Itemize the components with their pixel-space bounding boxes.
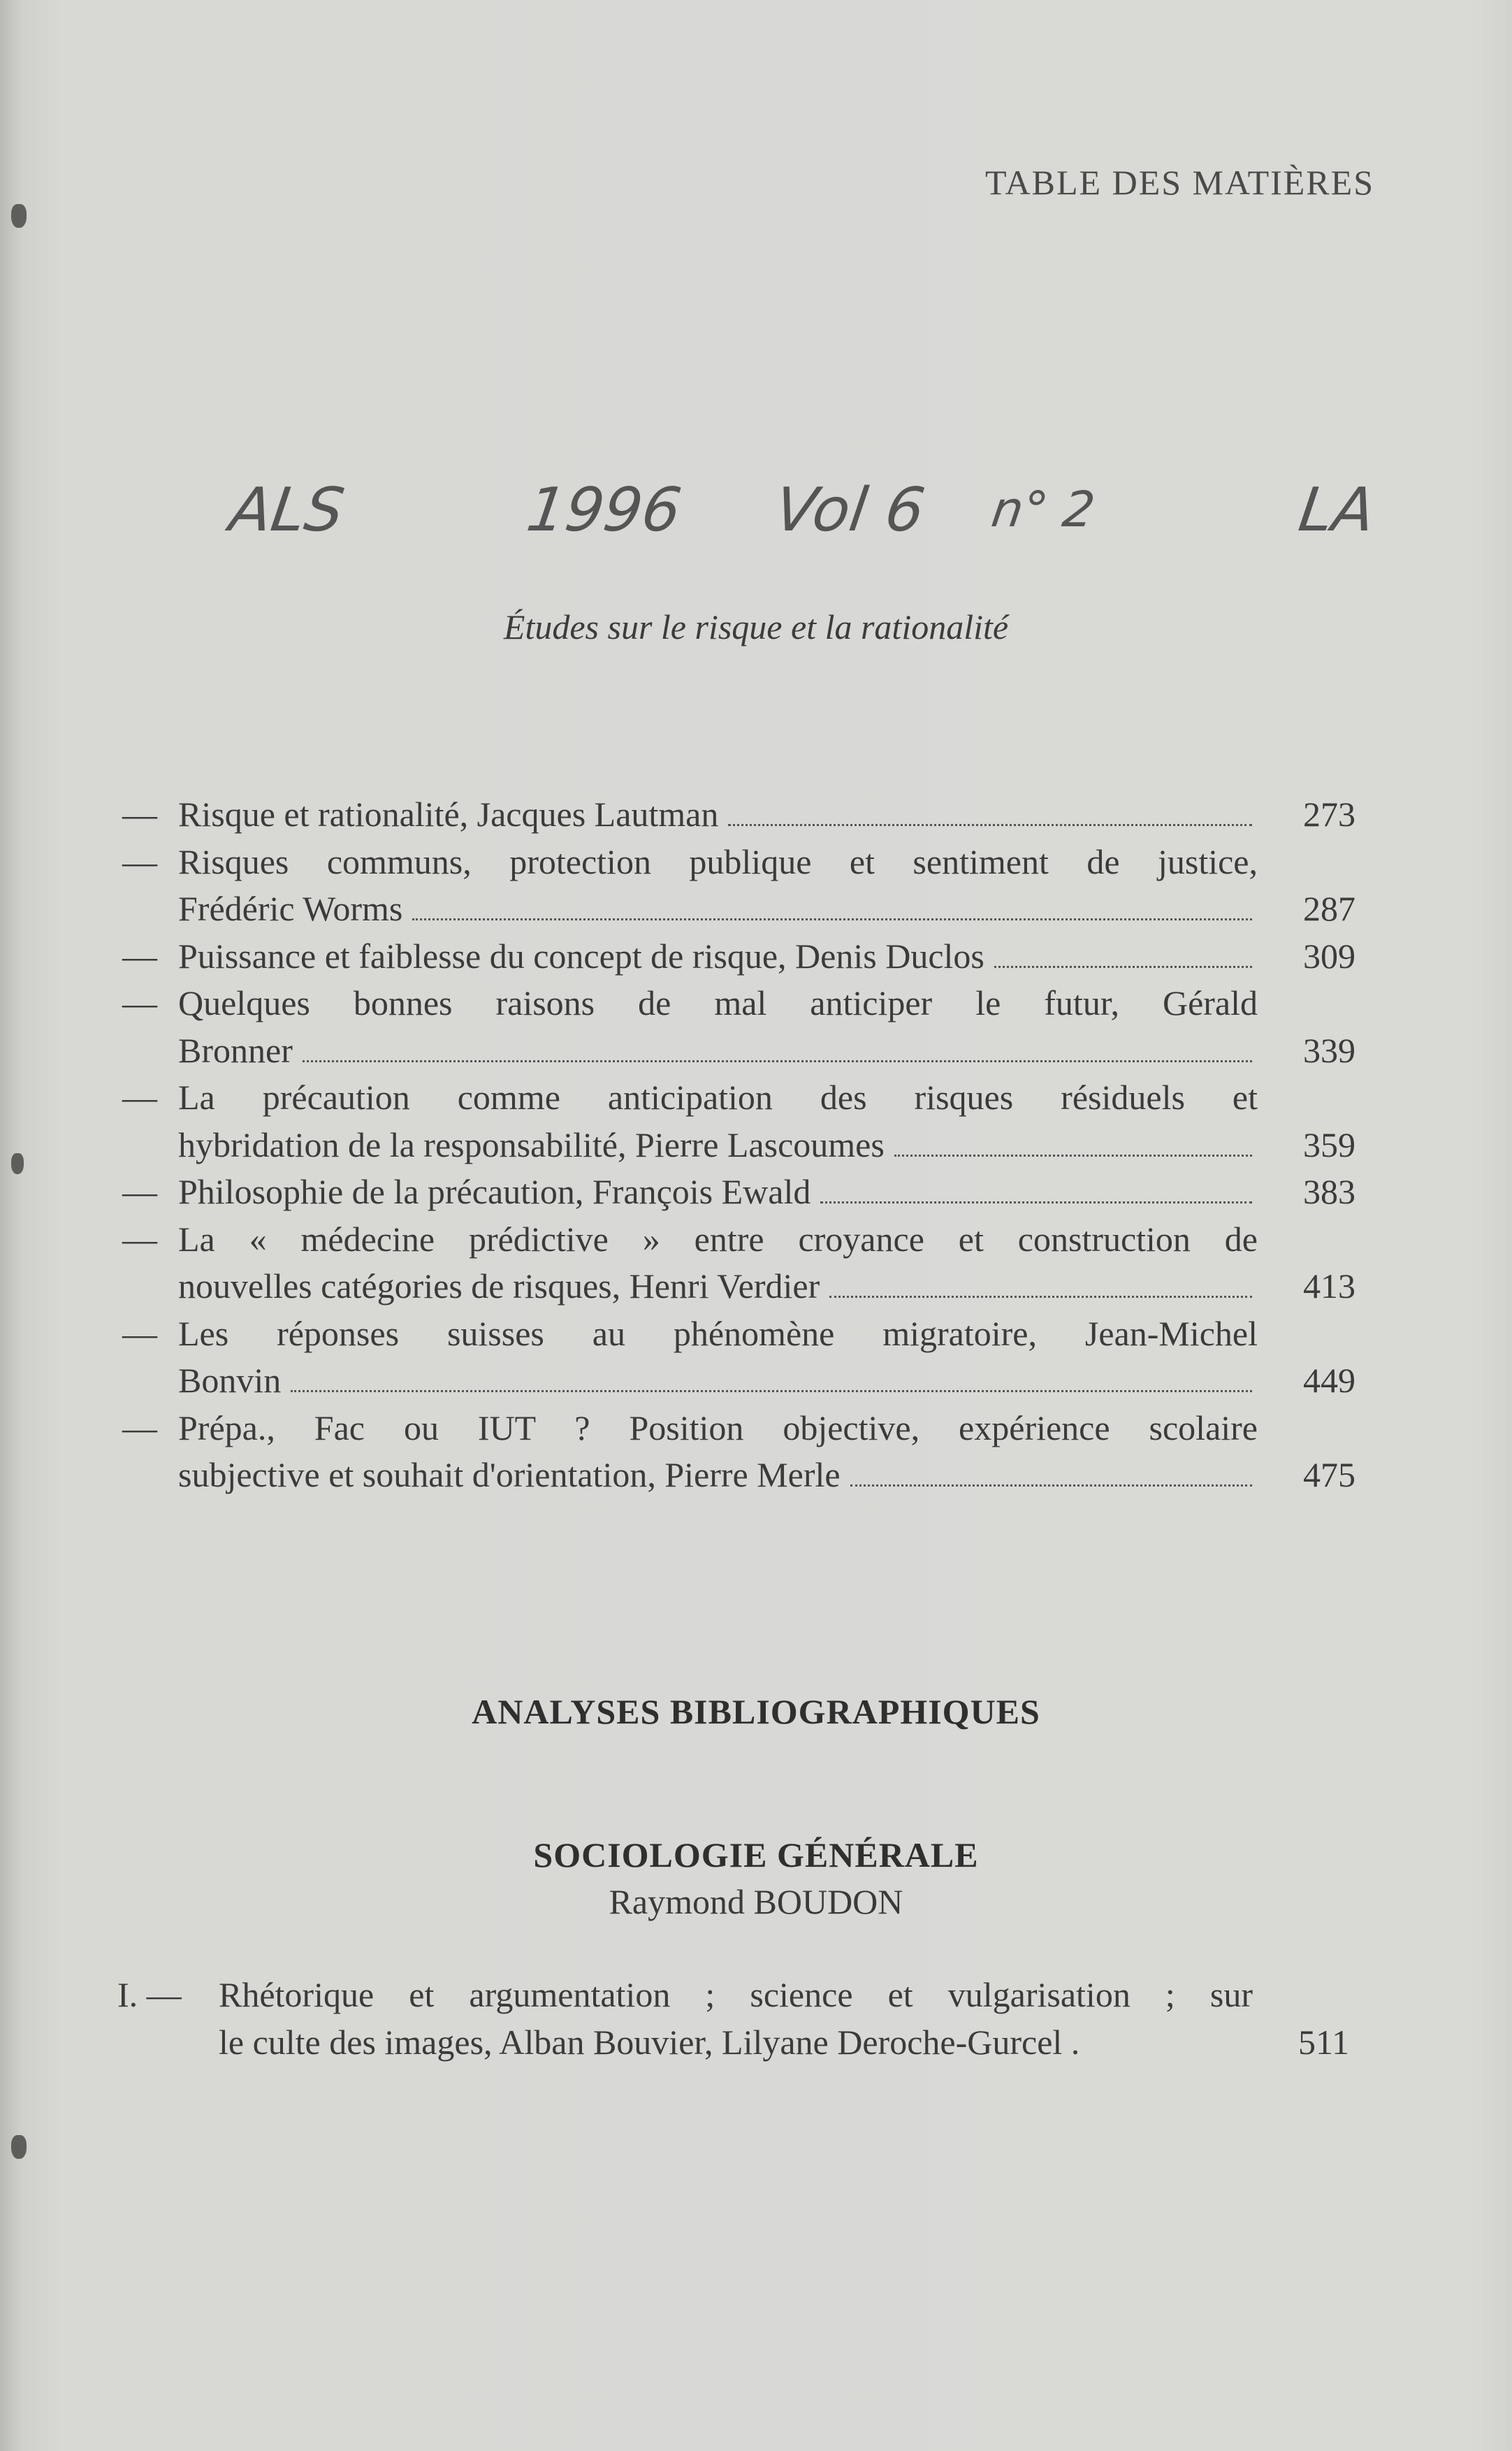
toc-entry bbox=[122, 1074, 1373, 1169]
toc-entry bbox=[122, 1405, 1373, 1499]
dot-leader bbox=[291, 1390, 1252, 1392]
toc-entry bbox=[122, 791, 1373, 839]
toc-entry-dash: — bbox=[122, 1219, 157, 1259]
toc-entry-final-line bbox=[178, 1027, 1258, 1075]
toc-page-number: 475 bbox=[1303, 1455, 1355, 1494]
toc-entry bbox=[122, 1310, 1373, 1405]
sociologie-heading: SOCIOLOGIE GÉNÉRALE bbox=[533, 1835, 979, 1874]
toc-entry-final-line bbox=[178, 791, 1258, 839]
toc-page-number: 383 bbox=[1303, 1172, 1355, 1211]
toc-page-number: 339 bbox=[1303, 1030, 1355, 1070]
handwritten-annotation: 1996 bbox=[522, 475, 685, 545]
toc-entry bbox=[122, 980, 1373, 1074]
toc-entry-dash: — bbox=[122, 1313, 157, 1353]
toc-entry-lead: La « médecine prédictive » entre croyance et construction de bbox=[178, 1219, 1258, 1259]
toc-entry-lead: Risques communs, protection publique et sentiment de justice, bbox=[178, 841, 1258, 881]
toc-page-number: 449 bbox=[1303, 1361, 1355, 1400]
toc-entry-final-line bbox=[178, 1169, 1258, 1216]
dot-leader bbox=[728, 824, 1252, 826]
toc-page-number: 309 bbox=[1303, 936, 1355, 976]
biblio-entry-number: I. — bbox=[117, 1975, 182, 2014]
toc-entry-lead: Les réponses suisses au phénomène migratoire, Jean-Michel bbox=[178, 1313, 1258, 1353]
dot-leader bbox=[412, 918, 1252, 920]
bibliography-list bbox=[117, 1971, 1368, 2066]
dot-leader bbox=[894, 1155, 1252, 1157]
toc-page-number: 287 bbox=[1303, 889, 1355, 928]
handwritten-annotations bbox=[225, 475, 1404, 552]
toc-entry-final-line bbox=[178, 885, 1258, 933]
toc-entry bbox=[122, 933, 1373, 981]
toc-page-number: 413 bbox=[1303, 1266, 1355, 1306]
toc-entry-dash: — bbox=[122, 983, 157, 1022]
toc-entry-lead: Prépa., Fac ou IUT ? Position objective, expérience scolaire bbox=[178, 1408, 1258, 1447]
handwritten-annotation: n° 2 bbox=[988, 481, 1098, 538]
toc-entry-dash: — bbox=[122, 841, 157, 881]
toc-entry-title: subjective et souhait d'orientation, Pierre Merle bbox=[178, 1455, 841, 1494]
dot-leader bbox=[303, 1060, 1252, 1062]
spine-blot-mark bbox=[11, 2135, 27, 2159]
toc-entry-final-line bbox=[178, 1452, 1258, 1499]
toc-entry-title: Risque et rationalité, Jacques Lautman bbox=[178, 795, 719, 834]
toc-entry-title: hybridation de la responsabilité, Pierre Lascoumes bbox=[178, 1125, 885, 1164]
toc-entry-lead: La précaution comme anticipation des risques résiduels et bbox=[178, 1078, 1258, 1117]
toc-entry-dash: — bbox=[122, 1078, 157, 1117]
biblio-entry-lead: Rhétorique et argumentation ; science et vulgarisation ; sur bbox=[219, 1975, 1253, 2014]
biblio-entry-title: le culte des images, Alban Bouvier, Lilyane Deroche-Gurcel . bbox=[219, 2023, 1080, 2062]
spine-blot-mark bbox=[11, 204, 27, 228]
biblio-entry-body bbox=[117, 1971, 1368, 2066]
handwritten-annotation: Vol 6 bbox=[770, 475, 929, 545]
toc-entry-final-line bbox=[178, 1357, 1258, 1405]
section-title: Études sur le risque et la rationalité bbox=[503, 607, 1009, 646]
dot-leader bbox=[994, 966, 1252, 968]
handwritten-annotation: ALS bbox=[225, 475, 349, 545]
spine-blot-mark bbox=[11, 1153, 24, 1174]
toc-entry-title: Bonvin bbox=[178, 1361, 282, 1400]
biblio-entry bbox=[117, 1971, 1368, 2066]
toc-entry-final-line bbox=[178, 933, 1258, 981]
toc-entry bbox=[122, 1169, 1373, 1216]
toc-entry-title: Bronner bbox=[178, 1030, 293, 1070]
toc-entry-final-line bbox=[178, 1122, 1258, 1169]
toc-entry-title: Puissance et faiblesse du concept de risque, Denis Duclos bbox=[178, 936, 984, 976]
toc-entry-title: Philosophie de la précaution, François Ewald bbox=[178, 1172, 811, 1211]
dot-leader bbox=[829, 1296, 1252, 1298]
toc-entry-title: Frédéric Worms bbox=[178, 889, 403, 928]
analyses-heading: ANALYSES BIBLIOGRAPHIQUES bbox=[472, 1692, 1040, 1731]
toc-page-number: 359 bbox=[1303, 1125, 1355, 1164]
toc-entry-dash: — bbox=[122, 795, 157, 834]
toc-entry-final-line bbox=[178, 1263, 1258, 1310]
toc-entry-lead: Quelques bonnes raisons de mal anticiper le futur, Gérald bbox=[178, 983, 1258, 1022]
toc-entry-dash: — bbox=[122, 1172, 157, 1211]
sociologie-author: Raymond BOUDON bbox=[609, 1882, 903, 1921]
toc-entry bbox=[122, 1216, 1373, 1310]
dot-leader bbox=[850, 1484, 1252, 1487]
running-head: TABLE DES MATIÈRES bbox=[985, 163, 1374, 202]
table-of-contents bbox=[122, 791, 1373, 1499]
handwritten-annotation: LA bbox=[1294, 475, 1379, 545]
toc-entry bbox=[122, 839, 1373, 933]
toc-page-number: 273 bbox=[1303, 795, 1355, 834]
toc-entry-dash: — bbox=[122, 1408, 157, 1447]
toc-entry-title: nouvelles catégories de risques, Henri Verdier bbox=[178, 1266, 820, 1306]
biblio-page-number: 511 bbox=[1298, 2023, 1350, 2062]
dot-leader bbox=[820, 1201, 1252, 1203]
toc-entry-dash: — bbox=[122, 936, 157, 976]
